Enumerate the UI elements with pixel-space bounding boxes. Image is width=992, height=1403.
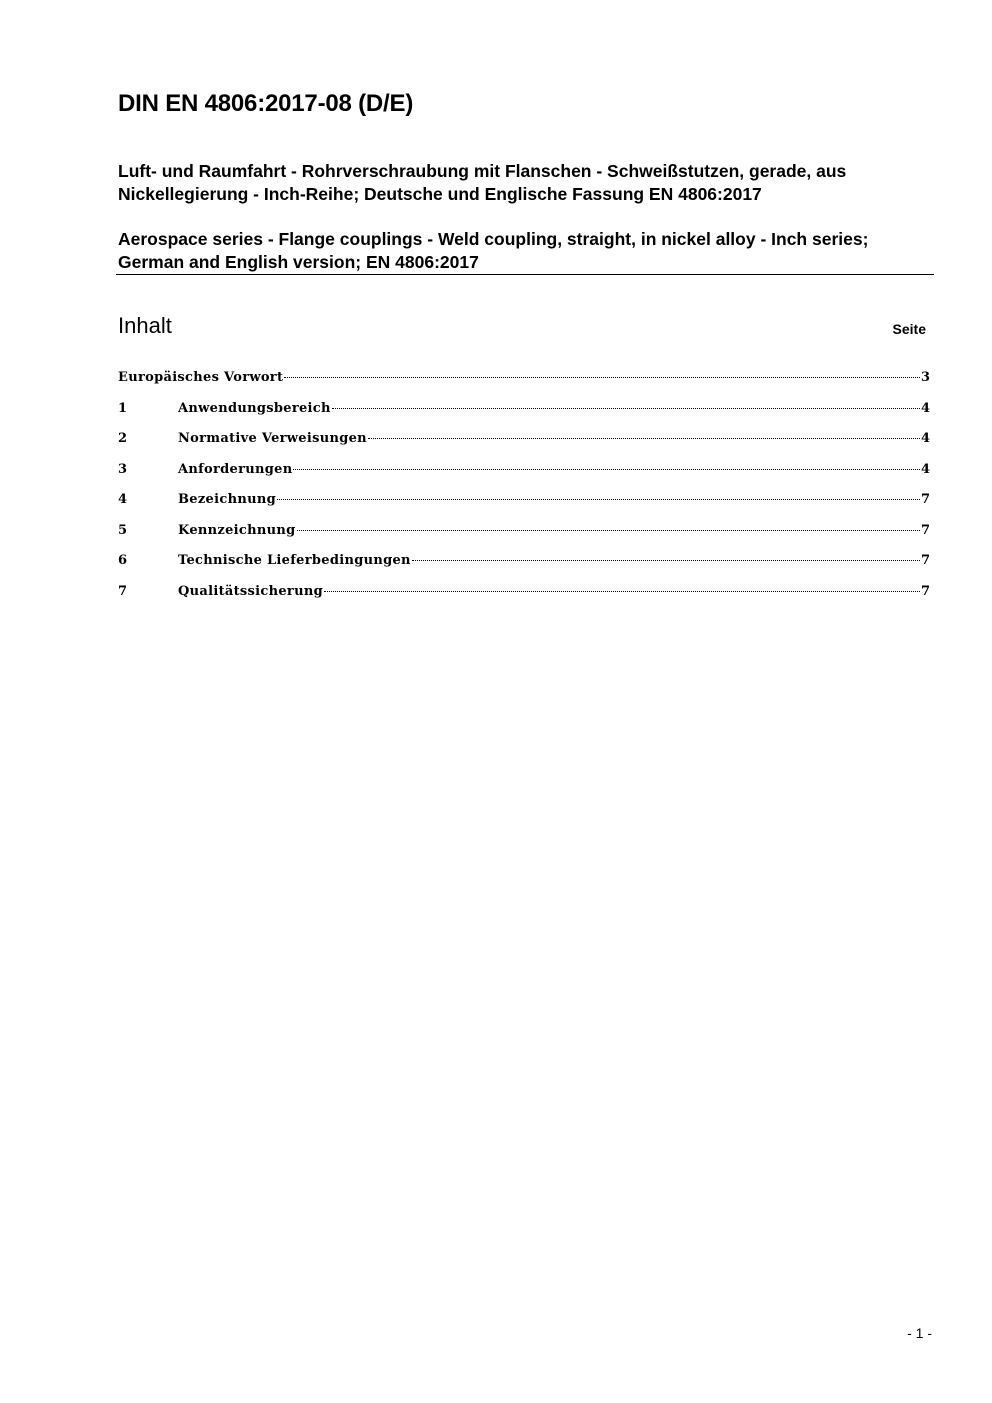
toc-entry-title: Qualitätssicherung [178,583,323,599]
toc-entry-number: 3 [118,461,128,477]
table-of-contents [118,370,930,614]
toc-entry-title: Technische Lieferbedingungen [178,553,411,568]
toc-entry-title: Europäisches Vorwort [118,370,284,385]
toc-entry-title: Kennzeichnung [178,522,296,538]
toc-entry-page: 3 [920,370,930,385]
toc-dot-leader [284,377,920,378]
toc-page-column-label: Seite [892,321,926,337]
toc-entry[interactable] [118,462,930,493]
toc-entry[interactable] [118,553,930,584]
toc-entry-title: Anwendungsbereich [178,400,331,416]
toc-entry[interactable] [118,431,930,462]
toc-entry[interactable] [118,370,930,401]
document-title: DIN EN 4806:2017-08 (D/E) [118,90,414,117]
toc-entry[interactable] [118,523,930,554]
toc-entry-page: 4 [920,400,930,416]
toc-heading: Inhalt [118,313,172,338]
toc-entry-number: 1 [118,400,128,416]
toc-entry-page: 4 [920,431,930,446]
toc-dot-leader [297,530,920,531]
toc-entry-number: 5 [118,522,128,538]
toc-entry-title: Bezeichnung [178,492,276,507]
toc-entry-number: 7 [118,583,128,599]
toc-entry-page: 7 [920,522,930,538]
toc-dot-leader [412,560,920,561]
toc-entry-number: 4 [118,492,128,507]
page-number: - 1 - [907,1325,932,1341]
toc-entry-page: 7 [920,553,930,568]
toc-dot-leader [277,499,920,500]
subtitle-german: Luft- und Raumfahrt - Rohrverschraubung mit Flanschen - Schweißstutzen, gerade, aus Nickellegierung - Inch-Reihe; Deutsche und Englische Fassung EN 4806:2017 [118,161,847,204]
toc-entry-page: 7 [920,583,930,599]
toc-entry[interactable] [118,584,930,615]
toc-entry-title: Anforderungen [178,461,293,477]
toc-dot-leader [293,469,919,470]
subtitle-english: Aerospace series - Flange couplings - Weld coupling, straight, in nickel alloy - Inch series; German and English version; EN 4806:2017 [118,229,869,272]
toc-entry-page: 7 [920,492,930,507]
toc-entry-number: 6 [118,553,128,568]
title-divider [116,274,934,275]
toc-entry-title: Normative Verweisungen [178,431,367,446]
toc-entry-number: 2 [118,431,128,446]
toc-entry-page: 4 [920,461,930,477]
toc-dot-leader [332,408,920,409]
toc-entry[interactable] [118,401,930,432]
toc-dot-leader [368,438,920,439]
toc-entry[interactable] [118,492,930,523]
toc-dot-leader [324,591,920,592]
